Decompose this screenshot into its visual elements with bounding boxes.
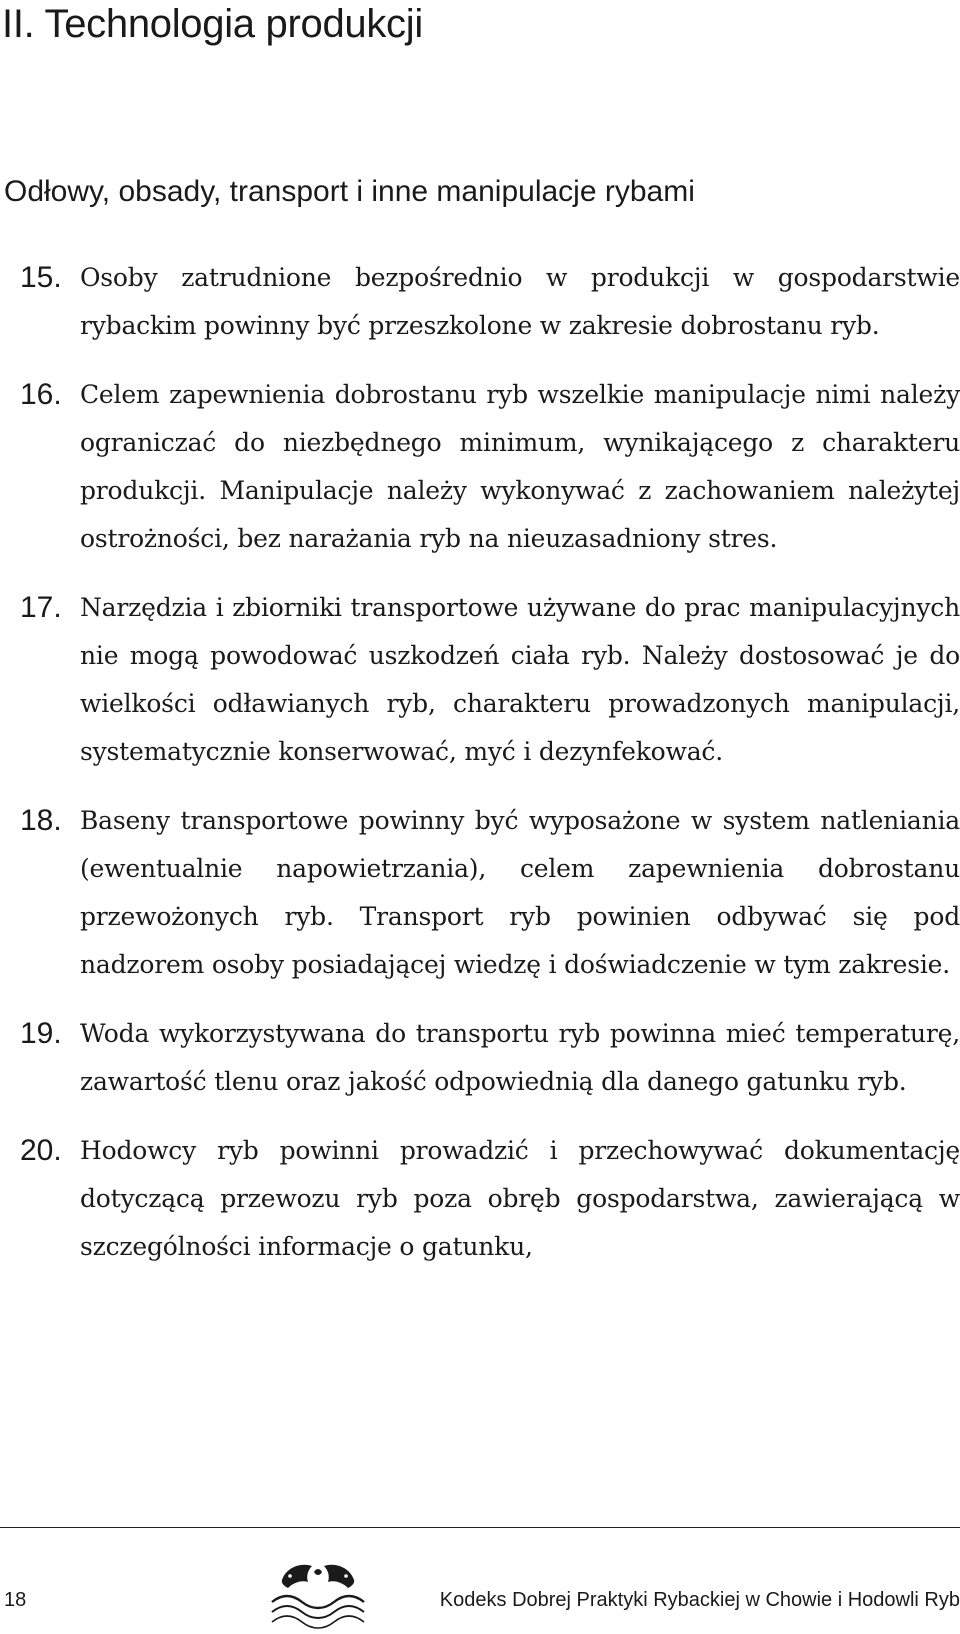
list-item xyxy=(0,584,960,776)
item-number: 20. xyxy=(20,1134,62,1167)
item-number: 16. xyxy=(20,378,62,411)
item-number: 15. xyxy=(20,261,62,294)
item-number: 17. xyxy=(20,591,62,624)
item-text: Osoby zatrudnione bezpośrednio w produkcji w gospodarstwie rybackim powinny być przeszkolone w zakresie dobrostanu ryb. xyxy=(80,263,960,340)
item-text: Baseny transportowe powinny być wyposażone w system natleniania (ewentualnie napowietrzania), celem zapewnienia dobrostanu przewożonych ryb. Transport ryb powinien odbywać się pod nadzorem osoby posiadającej wiedzę i doświadczenie w tym zakresie. xyxy=(80,806,960,979)
running-title: Kodeks Dobrej Praktyki Rybackiej w Chowie i Hodowli Ryb xyxy=(439,1589,960,1611)
list-item xyxy=(0,1127,960,1271)
list-item xyxy=(0,254,960,350)
numbered-list xyxy=(0,254,960,1292)
item-number: 19. xyxy=(20,1017,62,1050)
item-number: 18. xyxy=(20,804,62,837)
list-item xyxy=(0,797,960,989)
page-number: 18 xyxy=(4,1589,27,1611)
item-text: Woda wykorzystywana do transportu ryb powinna mieć temperaturę, zawartość tlenu oraz jakość odpowiednią dla danego gatunku ryb. xyxy=(80,1019,960,1096)
section-title: Odłowy, obsady, transport i inne manipulacje rybami xyxy=(4,175,695,208)
item-text: Hodowcy ryb powinni prowadzić i przechowywać dokumentację dotyczącą przewozu ryb poza obręb gospodarstwa, zawierającą w szczególności informacje o gatunku, xyxy=(80,1136,960,1261)
item-text: Celem zapewnienia dobrostanu ryb wszelkie manipulacje nimi należy ograniczać do niezbędnego minimum, wynikającego z charakteru produkcji. Manipulacje należy wykonywać z zachowaniem należytej ostrożności, bez narażania ryb na nieuzasadniony stres. xyxy=(80,380,960,553)
chapter-title: II. Technologia produkcji xyxy=(2,2,423,46)
list-item xyxy=(0,1010,960,1106)
item-text: Narzędzia i zbiorniki transportowe używane do prac manipulacyjnych nie mogą powodować uszkodzeń ciała ryb. Należy dostosować je do wielkości odławianych ryb, charakteru prowadzonych manipulacji, systematycznie konserwować, myć i dezynfekować. xyxy=(80,593,960,766)
list-item xyxy=(0,371,960,563)
footer-divider xyxy=(0,1527,960,1528)
fish-logo-icon xyxy=(268,1550,368,1634)
